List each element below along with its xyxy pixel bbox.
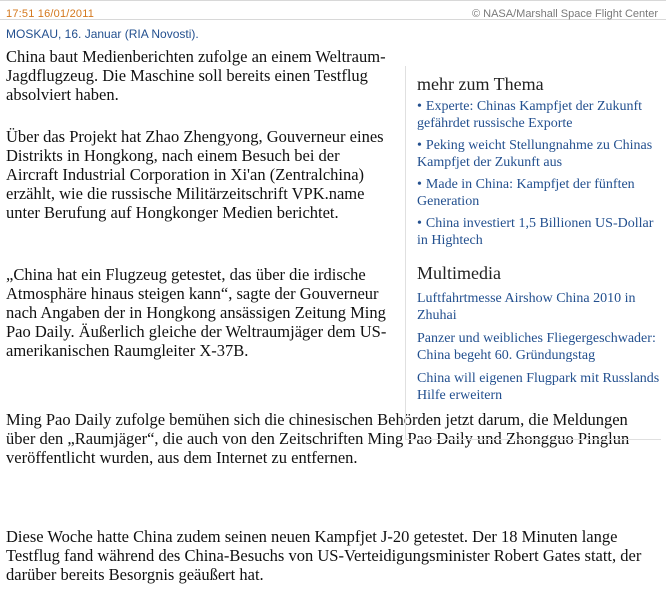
related-link-text: Made in China: Kampfjet der fünften Generation [417,177,635,209]
dateline: MOSKAU, 16. Januar (RIA Novosti). [6,27,199,41]
bullet-icon: • [417,216,422,231]
multimedia-heading: Multimedia [417,263,501,283]
related-link[interactable] [417,215,662,249]
timestamp: 17:51 16/01/2011 [6,8,95,20]
article-paragraph-3: „China hat ein Flugzeug getestet, das über die irdische Atmosphäre hinaus steigen kann“, sagte der Gouverneur nach Angaben der in Hongkong ansässigen Zeitung Ming Pao Daily. Äußerlich gleiche der Weltraumjäger dem US-amerikanischen Raumgleiter X-37B. [6,265,387,360]
multimedia-link[interactable]: Panzer und weibliches Fliegergeschwader: China begeht 60. Gründungstag [417,331,656,363]
related-heading: mehr zum Thema [417,74,544,94]
multimedia-list [417,290,662,410]
related-list [417,98,662,254]
related-link[interactable] [417,98,662,132]
bullet-icon: • [417,99,422,114]
related-link-text: China investiert 1,5 Billionen US-Dollar in Hightech [417,216,654,248]
related-link[interactable] [417,137,662,171]
related-link[interactable] [417,176,662,210]
article-paragraph-1: China baut Medienberichten zufolge an einem Weltraum-Jagdflugzeug. Die Maschine soll bereits einen Testflug absolviert haben. [6,47,386,104]
related-link-text: Peking weicht Stellungnahme zu Chinas Kampfjet der Zukunft aus [417,138,653,170]
related-link-text: Experte: Chinas Kampfjet der Zukunft gefährdet russische Exporte [417,99,643,131]
bullet-icon: • [417,177,422,192]
bullet-icon: • [417,138,422,153]
article-paragraph-2: Über das Projekt hat Zhao Zhengyong, Gouverneur eines Distrikts in Hongkong, nach einem Besuch bei der Aircraft Industrial Corporation in Xi'an (Zentralchina) erzählt, wie die russische Militärzeitschrift VPK.name unter Berufung auf Hongkonger Medien berichtet. [6,127,384,222]
article-paragraph-5: Diese Woche hatte China zudem seinen neuen Kampfjet J-20 getestet. Der 18 Minuten lange Testflug fand während des China-Besuchs von US-Verteidigungsminister Robert Gates statt, der darüber bereits Besorgnis geäußert hat. [6,527,642,584]
article-paragraph-4: Ming Pao Daily zufolge bemühen sich die chinesischen Behörden jetzt darum, die Meldungen über den „Raumjäger“, die auch von den Zeitschriften Ming Pao Daily und Zhongguo Pinglun veröffentlicht wurden, aus dem Internet zu entfernen. [6,410,630,467]
related-sidebar [405,66,661,440]
multimedia-link[interactable]: China will eigenen Flugpark mit Russlands Hilfe erweitern [417,371,660,403]
multimedia-link[interactable]: Luftfahrtmesse Airshow China 2010 in Zhuhai [417,291,636,323]
photo-credit: © NASA/Marshall Space Flight Center [471,8,658,20]
